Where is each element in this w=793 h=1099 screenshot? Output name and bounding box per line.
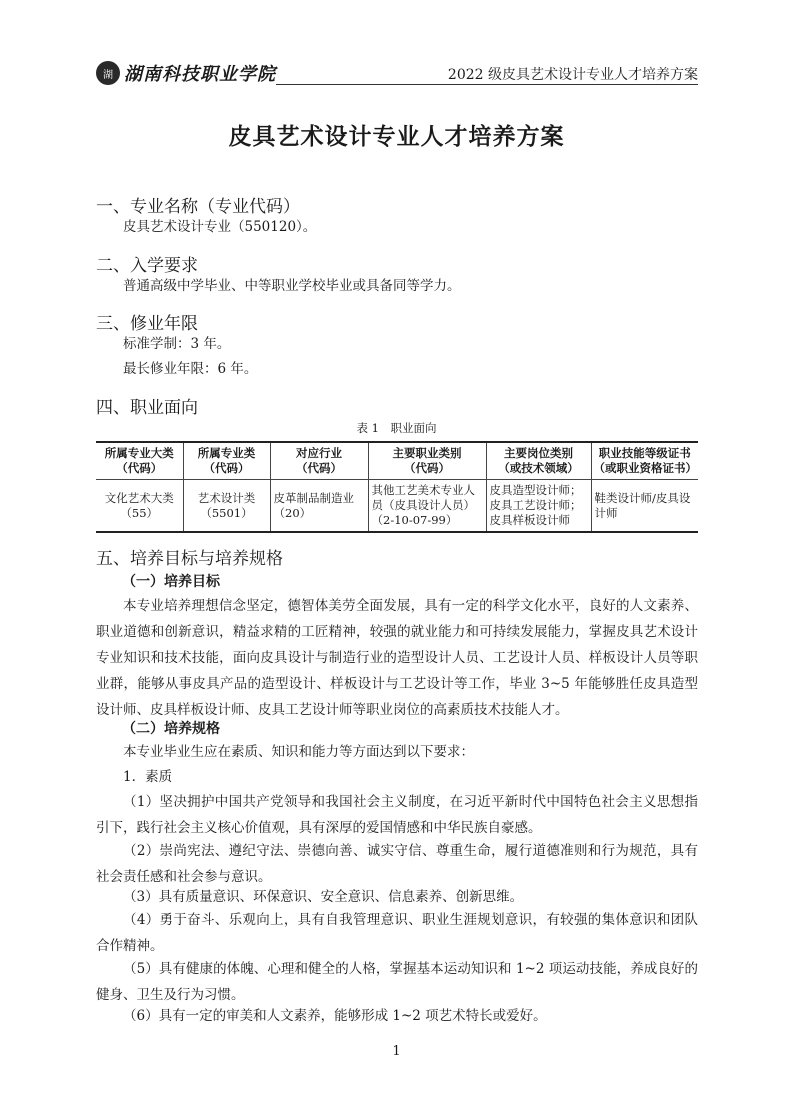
table-header-cell: 所属专业大类 （代码）: [96, 442, 183, 480]
list-item: （1）坚决拥护中国共产党领导和我国社会主义制度，在习近平新时代中国特色社会主义思想指引下，践行社会主义核心价值观，具有深厚的爱国情感和中华民族自豪感。: [96, 794, 698, 836]
table-header-cell: 所属专业类 （代码）: [183, 442, 270, 480]
header-rule: [276, 84, 698, 85]
section-1-text: 皮具艺术设计专业（550120）。: [123, 219, 317, 235]
goal-paragraph: 本专业培养理想信念坚定，德智体美劳全面发展，具有一定的科学文化水平，良好的人文素养、职业道德和创新意识，精益求精的工匠精神，较强的就业能力和可持续发展能力，掌握皮具艺术设计专业知识和技术技能，面向皮具设计与制造行业的造型设计人员、工艺设计人员、样板设计人员等职业群，能够从事皮具产品的造型设计、样板设计与工艺设计等工作，毕业 3~5 年能够胜任皮具造型设计师、皮具样板设计师、皮具工艺设计师等职业岗位的高素质技术技能人才。: [96, 598, 698, 718]
college-name: 湖南科技职业学院: [124, 64, 276, 85]
career-table: [96, 441, 698, 533]
table-caption: 表 1 职业面向: [356, 421, 437, 435]
table-header-cell: 主要岗位类别 （或技术领域）: [486, 442, 591, 480]
table-cell: 鞋类设计师/皮具设 计师: [591, 480, 698, 533]
section-5-heading: 五、培养目标与培养规格: [96, 549, 283, 569]
table-cell: 皮具造型设计师； 皮具工艺设计师； 皮具样板设计师: [486, 480, 591, 533]
section-2-heading: 二、入学要求: [96, 256, 198, 276]
table-header-cell: 职业技能等级证书 （或职业资格证书）: [591, 442, 698, 480]
table-header-row: [96, 442, 698, 480]
header-title: 2022 级皮具艺术设计专业人才培养方案: [447, 67, 698, 83]
section-2-text: 普通高级中学毕业、中等职业学校毕业或具备同等学力。: [123, 278, 461, 294]
list-item: （4）勇于奋斗、乐观向上，具有自我管理意识、职业生涯规划意识，有较强的集体意识和团队合作精神。: [96, 912, 698, 954]
table-cell: 艺术设计类 （5501）: [183, 480, 270, 533]
college-seal-icon: 湖: [96, 61, 120, 85]
table-header-cell: 对应行业 （代码）: [270, 442, 368, 480]
list-item: （2）崇尚宪法、遵纪守法、崇德向善、诚实守信、尊重生命，履行道德准则和行为规范，具有社会责任感和社会参与意识。: [96, 843, 698, 885]
table-header-cell: 主要职业类别 （代码）: [368, 442, 486, 480]
section-4-heading: 四、职业面向: [96, 398, 198, 418]
list-item: （6）具有一定的审美和人文素养，能够形成 1~2 项艺术特长或爱好。: [123, 1008, 547, 1024]
table-cell: 皮革制品制造业 （20）: [270, 480, 368, 533]
quality-title: 1．素质: [123, 769, 173, 785]
list-item: （5）具有健康的体魄、心理和健全的人格，掌握基本运动知识和 1~2 项运动技能，养成良好的健身、卫生及行为习惯。: [96, 961, 698, 1003]
section-3-heading: 三、修业年限: [96, 314, 198, 334]
subsection-spec-heading: （二）培养规格: [122, 721, 220, 737]
page-number: 1: [392, 1044, 401, 1059]
section-3-line-2: 最长修业年限：6 年。: [123, 361, 258, 377]
section-3-line-1: 标准学制：3 年。: [123, 336, 231, 352]
table-cell: 文化艺术大类 （55）: [96, 480, 183, 533]
college-logo: [96, 60, 276, 86]
list-item: （3）具有质量意识、环保意识、安全意识、信息素养、创新思维。: [123, 889, 524, 905]
page-header: [96, 58, 698, 88]
table-cell: 其他工艺美术专业人 员（皮具设计人员） （2-10-07-99）: [368, 480, 486, 533]
table-row: [96, 480, 698, 533]
section-1-heading: 一、专业名称（专业代码）: [96, 197, 300, 217]
spec-intro: 本专业毕业生应在素质、知识和能力等方面达到以下要求：: [123, 744, 474, 760]
subsection-goal-heading: （一）培养目标: [122, 574, 220, 590]
document-title: 皮具艺术设计专业人才培养方案: [228, 123, 565, 150]
